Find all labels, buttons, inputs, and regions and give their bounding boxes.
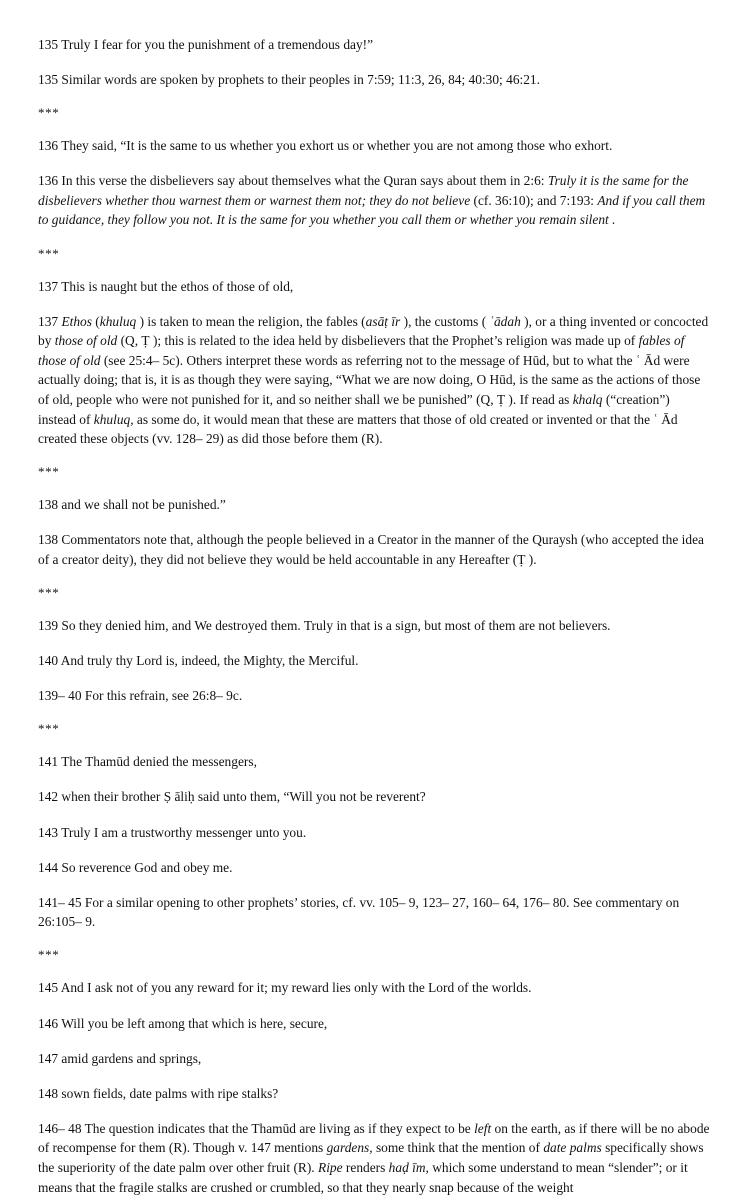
quoted-text: left xyxy=(474,1120,492,1136)
verse-line: 144 So reverence God and obey me. xyxy=(38,859,233,875)
body-text: on the earth, as if there will be no abode of recompense for them (R). Though v. 147 mentions xyxy=(38,1120,710,1156)
verse-line: 146 Will you be left among that which is here, secure, xyxy=(38,1015,328,1031)
body-text: (Q, Ṭ ); this is related to the idea held by disbelievers that the Prophet’s religion was made up of xyxy=(117,333,639,349)
body-text: 136 In this verse the disbelievers say about themselves what the Quran says about them in 2:6: xyxy=(38,173,548,189)
commentary-paragraph: 139– 40 For this refrain, see 26:8– 9c. xyxy=(38,688,243,704)
verse-line: 138 and we shall not be punished.” xyxy=(38,497,226,513)
body-text: ( xyxy=(91,313,100,329)
quoted-text: Ripe xyxy=(318,1160,343,1175)
body-text: ), or a thing invented or concocted by xyxy=(38,313,709,349)
verse-line: 135 Truly I fear for you the punishment of a tremendous day!” xyxy=(38,37,374,52)
quoted-text: khuluq xyxy=(99,313,137,329)
section-separator: *** xyxy=(38,105,60,121)
quoted-text: khuluq, xyxy=(93,411,134,427)
commentary-paragraph: 141– 45 For a similar opening to other prophets’ stories, cf. vv. 105– 9, 123– 27, 160– 64, 176– 80. See commentary on 26:105– 9. xyxy=(38,894,680,930)
verse-line: 137 This is naught but the ethos of those of old, xyxy=(38,278,294,294)
commentary-paragraph xyxy=(38,312,711,449)
verse-line: 142 when their brother Ṣ āliḥ said unto them, “Will you not be reverent? xyxy=(38,789,426,805)
verse-line: 139 So they denied him, and We destroyed them. Truly in that is a sign, but most of them are not believers. xyxy=(38,618,611,634)
quoted-text: gardens, xyxy=(326,1140,373,1156)
quoted-text: asāṭ īr xyxy=(365,313,401,329)
body-text: ) is taken to mean the religion, the fables ( xyxy=(136,313,366,329)
verse-line: 140 And truly thy Lord is, indeed, the Mighty, the Merciful. xyxy=(38,653,359,669)
section-separator: *** xyxy=(38,947,60,963)
verse-line: 145 And I ask not of you any reward for it; my reward lies only with the Lord of the worlds. xyxy=(38,980,532,996)
body-text: as some do, it would mean that these are matters that those of old created or invented or that the ʿ Ād created these objects (vv. 128– 29) as did those before them (R). xyxy=(38,411,678,447)
commentary-paragraph: 138 Commentators note that, although the people believed in a Creator in the manner of the Quraysh (who accepted the idea of a creator deity), they did not believe they would be held accountable in any Hereafter (Ṭ ). xyxy=(38,532,704,567)
commentary-paragraph xyxy=(38,1119,711,1197)
section-separator: *** xyxy=(38,464,60,480)
page-content xyxy=(38,35,711,1197)
body-text: (cf. 36:10); and 7:193: xyxy=(470,192,598,208)
body-text: (“creation”) instead of xyxy=(38,392,670,427)
commentary-paragraph: 135 Similar words are spoken by prophets to their peoples in 7:59; 11:3, 26, 84; 40:30; 46:21. xyxy=(38,72,540,88)
body-text: renders xyxy=(342,1160,389,1175)
verse-line: 147 amid gardens and springs, xyxy=(38,1050,202,1066)
quoted-text: Truly it is the same for the disbelievers whether thou warnest them or warnest them not; they do not believe xyxy=(38,173,689,208)
quoted-text: ʿādah xyxy=(489,313,521,329)
verse-line: 148 sown fields, date palms with ripe stalks? xyxy=(38,1085,279,1101)
section-separator: *** xyxy=(38,721,60,737)
quoted-text: those of old xyxy=(54,333,118,349)
body-text: which some understand to mean “slender”; or it means that the fragile stalks are crushed or crumbled, so that they nearly snap because of the weight xyxy=(38,1160,688,1195)
quoted-text: And if you call them to guidance, they follow you not. It is the same for you whether you call them or whether you remain silent . xyxy=(38,192,706,228)
body-text: specifically shows the superiority of the date palm over other fruit (R). xyxy=(38,1140,704,1175)
commentary-paragraph xyxy=(38,171,711,230)
quoted-text: haḍ īm, xyxy=(388,1160,429,1175)
quoted-text: date palms xyxy=(543,1140,602,1156)
body-text: ), the customs ( xyxy=(400,313,490,329)
quoted-text: fables of those of old xyxy=(38,333,685,368)
body-text: 137 xyxy=(38,313,62,329)
body-text: 146– 48 The question indicates that the Thamūd are living as if they expect to be xyxy=(38,1120,475,1136)
verse-line: 141 The Thamūd denied the messengers, xyxy=(38,754,257,770)
quoted-text: Ethos xyxy=(61,313,92,329)
verse-line: 143 Truly I am a trustworthy messenger unto you. xyxy=(38,824,307,840)
section-separator: *** xyxy=(38,585,60,601)
body-text: some think that the mention of xyxy=(372,1140,544,1156)
body-text: (see 25:4– 5c). Others interpret these words as referring not to the message of Hūd, but to what the ʿ Ād were actually doing; that is, it is as though they were saying, “What we are now doing, O Hūd, is the same as the actions of those of old, people who were not punished for it, and so neither shall we be punished” (Q, Ṭ ). If read as xyxy=(38,352,701,408)
verse-line: 136 They said, “It is the same to us whether you exhort us or whether you are not among those who exhort. xyxy=(38,138,613,154)
quoted-text: khalq xyxy=(572,392,603,408)
section-separator: *** xyxy=(38,245,60,261)
